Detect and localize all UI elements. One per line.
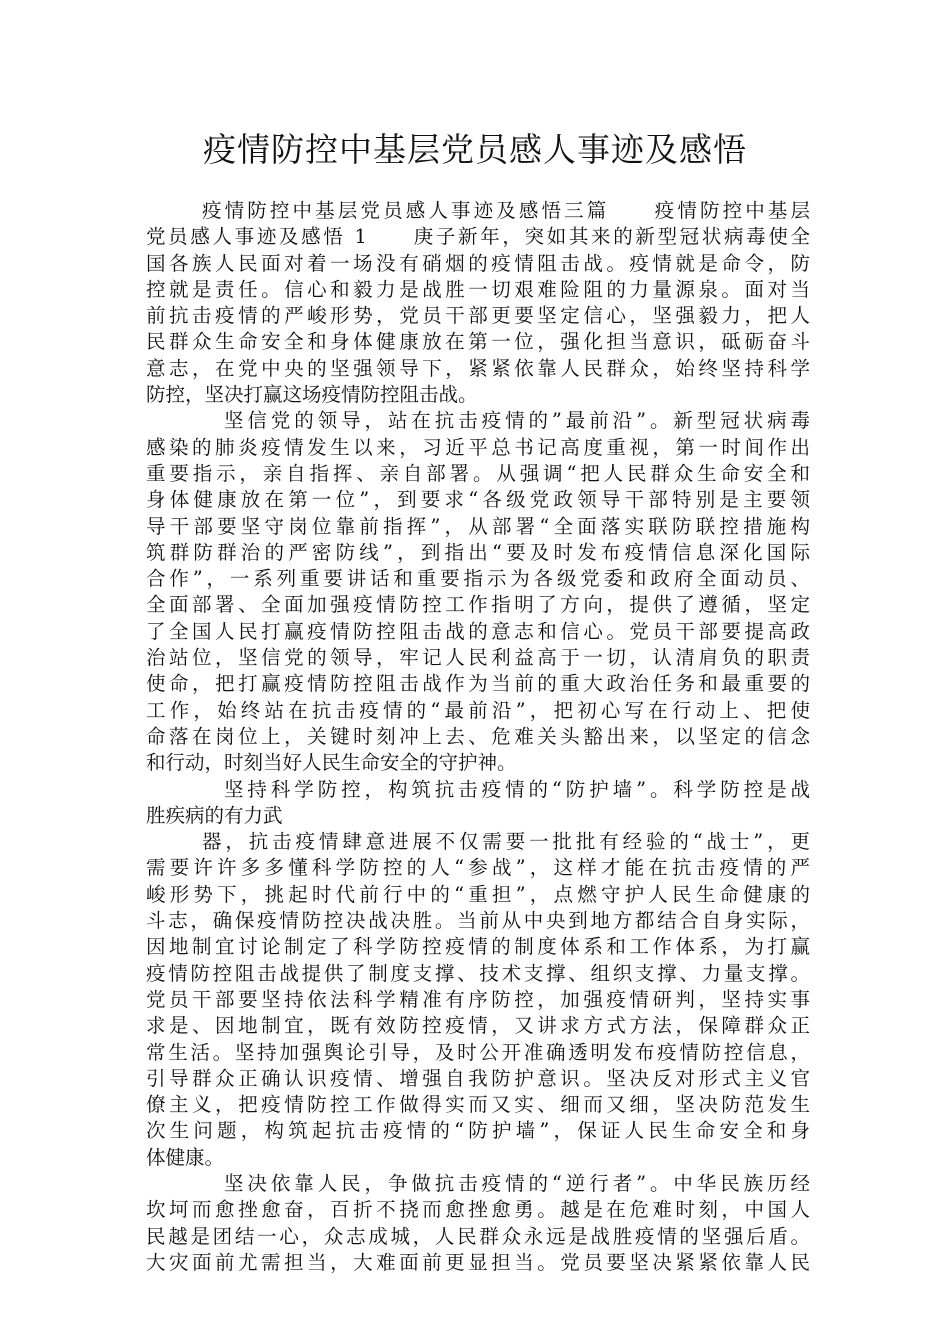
text-line: 党员干部要坚持依法科学精准有序防控，加强疫情研判，坚持实事 bbox=[146, 987, 810, 1011]
text-line: 民群众生命安全和身体健康放在第一位，强化担当意识，砥砺奋斗 bbox=[146, 330, 810, 354]
text-line: 防控，坚决打赢这场疫情防控阻击战。 bbox=[146, 383, 478, 407]
text-line: 命落在岗位上，关键时刻冲上去、危难关头豁出来，以坚定的信念 bbox=[146, 724, 810, 748]
text-line: 控就是责任。信心和毅力是战胜一切艰难险阻的力量源泉。面对当 bbox=[146, 277, 810, 301]
text-line: 筑群防群治的严密防线”，到指出“要及时发布疫情信息深化国际 bbox=[146, 540, 810, 564]
text-line: 需要许许多多懂科学防控的人“参战”，这样才能在抗击疫情的严 bbox=[146, 856, 810, 880]
document-title: 疫情防控中基层党员感人事迹及感悟 bbox=[203, 130, 747, 169]
text-line: 疫情防控中基层党员感人事迹及感悟三篇 疫情防控中基层 bbox=[202, 199, 810, 222]
text-line: 党员感人事迹及感悟 1 庚子新年，突如其来的新型冠状病毒使全 bbox=[146, 225, 810, 249]
text-line: 因地制宜讨论制定了科学防控疫情的制度体系和工作体系，为打赢 bbox=[146, 935, 810, 959]
text-line: 坚决依靠人民，争做抗击疫情的“逆行者”。中华民族历经 bbox=[224, 1171, 810, 1195]
text-line: 意志，在党中央的坚强领导下，紧紧依靠人民群众，始终坚持科学 bbox=[146, 356, 810, 380]
text-line: 僚主义，把疫情防控工作做得实而又实、细而又细，坚决防范发生 bbox=[146, 1093, 810, 1117]
text-line: 坎坷而愈挫愈奋，百折不挠而愈挫愈勇。越是在危难时刻，中国人 bbox=[146, 1198, 810, 1222]
text-line: 工作，始终站在抗击疫情的“最前沿”，把初心写在行动上、把使 bbox=[146, 698, 810, 722]
text-line: 峻形势下，挑起时代前行中的“重担”，点燃守护人民生命健康的 bbox=[146, 882, 810, 906]
text-line: 疫情防控阻击战提供了制度支撑、技术支撑、组织支撑、力量支撑。 bbox=[146, 961, 810, 985]
text-line: 身体健康放在第一位”，到要求“各级党政领导干部特别是主要领 bbox=[146, 488, 810, 512]
document-body bbox=[146, 198, 810, 1276]
text-line: 和行动，时刻当好人民生命安全的守护神。 bbox=[146, 751, 517, 775]
text-line: 使命，把打赢疫情防控阻击战作为当前的重大政治任务和最重要的 bbox=[146, 672, 810, 696]
text-line: 大灾面前尤需担当，大难面前更显担当。党员要坚决紧紧依靠人民 bbox=[146, 1250, 810, 1274]
text-line: 斗志，确保疫情防控决战决胜。当前从中央到地方都结合自身实际， bbox=[146, 909, 810, 933]
text-line: 导干部要坚守岗位靠前指挥”，从部署“全面落实联防联控措施构 bbox=[146, 514, 810, 538]
text-line: 国各族人民面对着一场没有硝烟的疫情阻击战。疫情就是命令，防 bbox=[146, 251, 810, 275]
text-line: 合作”，一系列重要讲话和重要指示为各级党委和政府全面动员、 bbox=[146, 567, 810, 591]
text-line: 民越是团结一心，众志成城，人民群众永远是战胜疫情的坚强后盾。 bbox=[146, 1224, 810, 1248]
text-line: 求是、因地制宜，既有效防控疫情，又讲求方式方法，保障群众正 bbox=[146, 1014, 810, 1038]
text-line: 坚持科学防控，构筑抗击疫情的“防护墙”。科学防控是战 bbox=[224, 777, 810, 801]
text-line: 体健康。 bbox=[146, 1145, 225, 1169]
text-line: 引导群众正确认识疫情、增强自我防护意识。坚决反对形式主义官 bbox=[146, 1066, 810, 1090]
text-line: 全面部署、全面加强疫情防控工作指明了方向，提供了遵循，坚定 bbox=[146, 593, 810, 617]
text-line: 常生活。坚持加强舆论引导，及时公开准确透明发布疫情防控信息， bbox=[146, 1040, 810, 1064]
text-line: 胜疾病的有力武 bbox=[146, 803, 283, 827]
text-line: 感染的肺炎疫情发生以来，习近平总书记高度重视，第一时间作出 bbox=[146, 435, 810, 459]
text-line: 器，抗击疫情肆意进展不仅需要一批批有经验的“战士”，更 bbox=[202, 830, 810, 854]
text-line: 重要指示，亲自指挥、亲自部署。从强调“把人民群众生命安全和 bbox=[146, 461, 810, 485]
text-line: 治站位，坚信党的领导，牢记人民利益高于一切，认清肩负的职责 bbox=[146, 646, 810, 670]
text-line: 次生问题，构筑起抗击疫情的“防护墙”，保证人民生命安全和身 bbox=[146, 1119, 810, 1143]
text-line: 了全国人民打赢疫情防控阻击战的意志和信心。党员干部要提高政 bbox=[146, 619, 810, 643]
text-line: 坚信党的领导，站在抗击疫情的”最前沿”。新型冠状病毒 bbox=[224, 409, 810, 433]
text-line: 前抗击疫情的严峻形势，党员干部更要坚定信心，坚强毅力，把人 bbox=[146, 304, 810, 328]
